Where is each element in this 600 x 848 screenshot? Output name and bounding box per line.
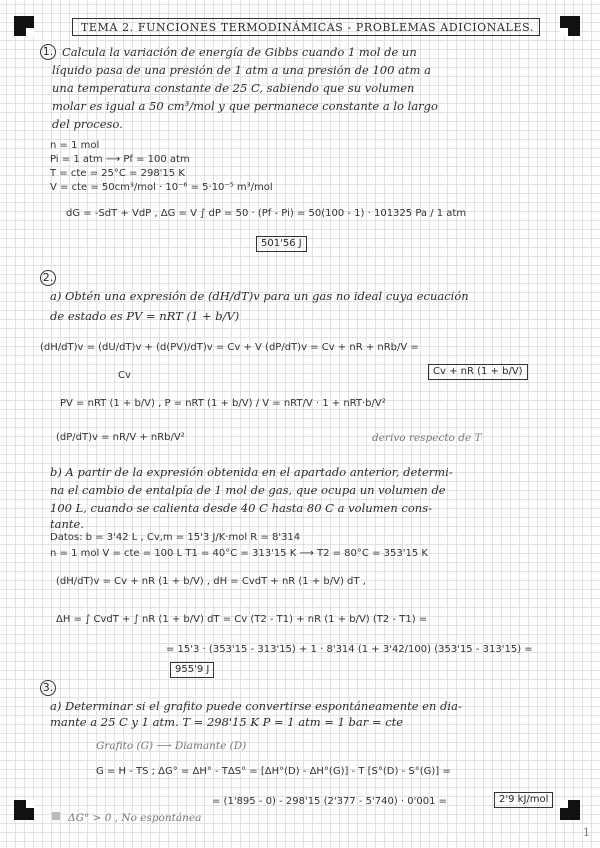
p2-a-statement-line: de estado es PV = nRT (1 + b/V) [50, 309, 240, 323]
p1-statement-line: Calcula la variación de energía de Gibbs cuando 1 mol de un [62, 45, 417, 59]
p2-a-equation-2: PV = nRT (1 + b/V) , P = nRT (1 + b/V) / V = nRT/V · 1 + nRT·b/V² [60, 398, 386, 409]
p2-b-equation-3: = 15'3 · (353'15 - 313'15) + 1 · 8'314 (1 + 3'42/100) (353'15 - 313'15) = [166, 644, 533, 655]
p3-equation-1: G = H - TS ; ΔG° = ΔH° - TΔS° = [ΔH°(D) - ΔH°(G)] - T [S°(D) - S°(G)] = [96, 766, 451, 777]
p1-data-line: T = cte = 25°C = 298'15 K [50, 168, 185, 179]
corner-marker-bottom-right [560, 800, 580, 820]
p1-statement-line: del proceso. [52, 117, 123, 131]
p2-b-statement-line: na el cambio de entalpía de 1 mol de gas, que ocupa un volumen de [50, 483, 446, 497]
p2-b-statement-line: tante. [50, 517, 84, 531]
p2-a-equation-3: (dP/dT)v = nR/V + nRb/V² [56, 432, 185, 443]
p2-b-data-1: Datos: b = 3'42 L , Cv,m = 15'3 J/K·mol R = 8'314 [50, 532, 301, 543]
p3-a-statement-line: mante a 25 C y 1 atm. T = 298'15 K P = 1 atm = 1 bar = cte [50, 715, 404, 729]
p3-a-statement-line: a) Determinar si el grafito puede convertirse espontáneamente en dia- [50, 699, 462, 713]
corner-marker-bottom-left [14, 800, 34, 820]
p1-statement-line: líquido pasa de una presión de 1 atm a una presión de 100 atm a [52, 63, 431, 77]
problem-2-number: 2. [40, 270, 56, 286]
p3-conclusion: ΔG° > 0 , No espontánea [68, 812, 202, 824]
p1-equation: dG = -SdT + VdP , ΔG = V ∫ dP = 50 · (Pf - Pi) = 50(100 - 1) · 101325 Pa / 1 atm [66, 208, 467, 219]
p1-data-line: n = 1 mol [50, 140, 100, 151]
p2-b-statement-line: 100 L, cuando se calienta desde 40 C hasta 80 C a volumen cons- [50, 501, 432, 515]
p1-data-line: Pi = 1 atm ⟶ Pf = 100 atm [50, 154, 190, 165]
p2-a-cv-label: Cv [118, 370, 131, 381]
p1-result-box: 501'56 J [256, 236, 307, 252]
small-square-marker [52, 812, 60, 820]
p1-statement-line: una temperatura constante de 25 C, sabiendo que su volumen [52, 81, 415, 95]
p2-a-statement-line: a) Obtén una expresión de (dH/dT)v para un gas no ideal cuya ecuación [50, 289, 469, 303]
p3-reaction: Grafito (G) ⟶ Diamante (D) [96, 740, 247, 752]
page-number: 1 [583, 826, 590, 839]
p2-a-result-box: Cv + nR (1 + b/V) [428, 364, 528, 380]
p1-statement-line: molar es igual a 50 cm³/mol y que permanece constante a lo largo [52, 99, 438, 113]
corner-marker-top-left [14, 16, 34, 36]
p2-b-result-box: 955'9 J [170, 662, 214, 678]
problem-1-number: 1. [40, 44, 56, 60]
p2-b-equation-2: ΔH = ∫ CvdT + ∫ nR (1 + b/V) dT = Cv (T2 - T1) + nR (1 + b/V) (T2 - T1) = [56, 614, 428, 625]
page-title: TEMA 2. FUNCIONES TERMODINÁMICAS - PROBLEMAS ADICIONALES. [72, 18, 540, 36]
p3-equation-2: = (1'895 - 0) - 298'15 (2'377 - 5'740) · 0'001 = [212, 796, 448, 807]
p2-a-equation-1: (dH/dT)v = (dU/dT)v + (d(PV)/dT)v = Cv + V (dP/dT)v = Cv + nR + nRb/V = [40, 342, 419, 353]
p2-b-statement-line: b) A partir de la expresión obtenida en el apartado anterior, determi- [50, 465, 453, 479]
p1-data-line: V = cte = 50cm³/mol · 10⁻⁶ = 5·10⁻⁵ m³/mol [50, 182, 273, 193]
p2-b-equation-1: (dH/dT)v = Cv + nR (1 + b/V) , dH = CvdT + nR (1 + b/V) dT , [56, 576, 366, 587]
problem-3-number: 3. [40, 680, 56, 696]
p2-b-data-2: n = 1 mol V = cte = 100 L T1 = 40°C = 313'15 K ⟶ T2 = 80°C = 353'15 K [50, 548, 428, 559]
p2-a-note: derivo respecto de T [372, 432, 482, 444]
p3-result-box: 2'9 kJ/mol [494, 792, 553, 808]
corner-marker-top-right [560, 16, 580, 36]
